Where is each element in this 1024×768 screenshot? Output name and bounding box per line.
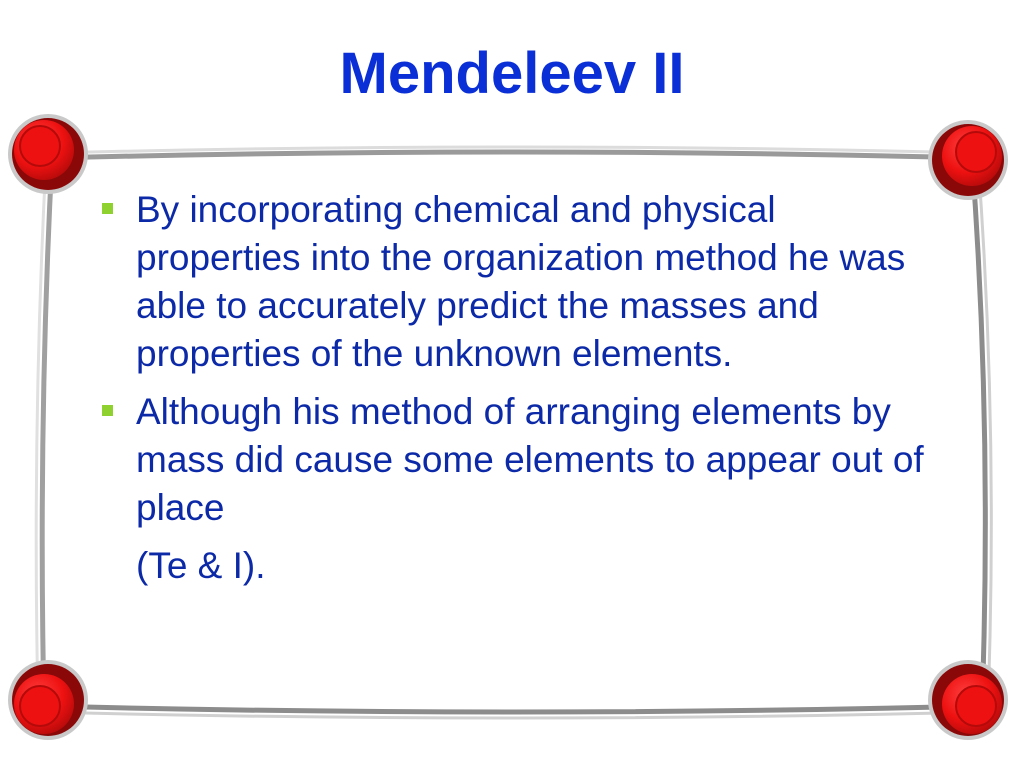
pin-icon-top-left [8, 114, 88, 194]
bullet-text: By incorporating chemical and physical properties into the organization method he was able to accurately predict the masses and properties of the unknown elements. [136, 189, 906, 374]
slide-title: Mendeleev II [339, 41, 685, 106]
bullet-square-icon [102, 405, 113, 416]
list-item [96, 388, 936, 532]
bullet-list [96, 186, 936, 590]
pin-icon-bottom-left [8, 660, 88, 740]
pin-icon-top-right [928, 120, 1008, 200]
bullet-text: Although his method of arranging elements by mass did cause some elements to appear out of place [136, 391, 924, 528]
bullet-square-icon [102, 203, 113, 214]
continuation-text: (Te & I). [136, 545, 266, 586]
list-item [96, 186, 936, 378]
pin-icon-bottom-right [928, 660, 1008, 740]
